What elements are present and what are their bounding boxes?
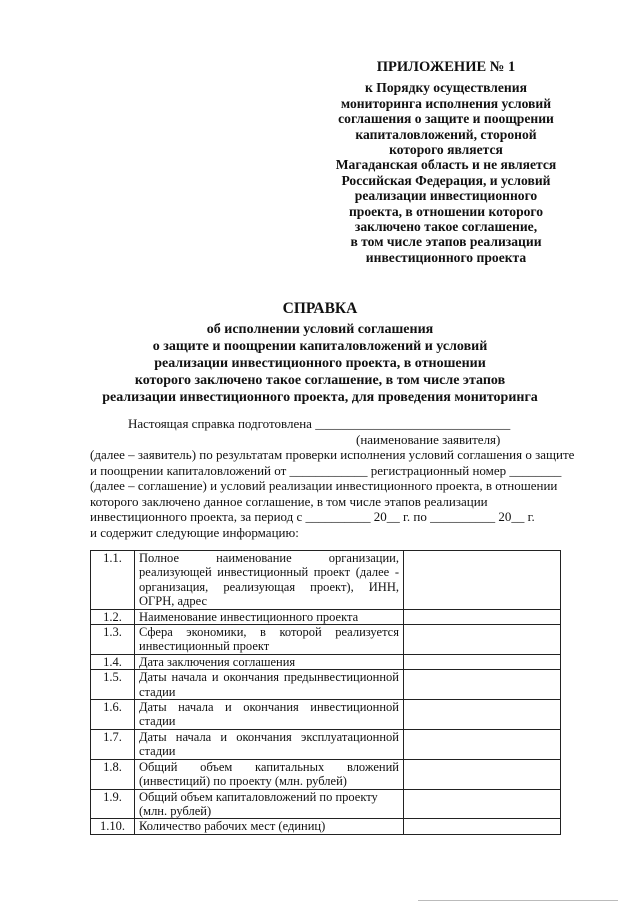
row-value-cell[interactable] <box>404 654 561 669</box>
row-number: 1.6. <box>91 700 135 730</box>
label-line: стадии <box>139 684 176 699</box>
paragraph-line: (далее – соглашение) и условий реализации инвестиционного проекта, в отношении <box>90 478 558 493</box>
row-label <box>135 551 404 610</box>
appendix-line: Российская Федерация, и условий <box>341 172 551 188</box>
appendix-line: мониторинга исполнения условий <box>340 95 552 111</box>
appendix-line: соглашения о защите и поощрении <box>338 111 554 127</box>
document-title: СПРАВКА <box>282 300 358 317</box>
monitoring-info-table <box>90 550 561 835</box>
page-edge-line <box>418 900 618 901</box>
document-subtitle-line: которого заключено такое соглашение, в том числе этапов <box>134 373 506 388</box>
row-label <box>135 654 404 669</box>
label-line: Общий объем капитальных вложений <box>139 759 399 774</box>
row-value-cell[interactable] <box>404 609 561 624</box>
label-line: Даты начала и окончания предынвестиционной <box>139 670 399 685</box>
table-row <box>91 551 561 610</box>
prepared-by-line: Настоящая справка подготовлена ______________________________ <box>128 416 511 431</box>
label-line: стадии <box>139 744 176 759</box>
table-row <box>91 819 561 834</box>
paragraph-line: и содержит следующие информацию: <box>90 524 299 540</box>
row-number: 1.7. <box>91 729 135 759</box>
appendix-header <box>318 60 574 265</box>
row-number: 1.4. <box>91 654 135 669</box>
table-row <box>91 700 561 730</box>
row-label <box>135 625 404 655</box>
table-row <box>91 654 561 669</box>
table-row <box>91 609 561 624</box>
row-label <box>135 729 404 759</box>
row-label <box>135 789 404 819</box>
label-line: ОГРН, адрес <box>139 594 208 609</box>
row-number: 1.1. <box>91 551 135 610</box>
table-row <box>91 789 561 819</box>
label-line: Полное наименование организации, <box>139 551 399 565</box>
appendix-line: к Порядку осуществления <box>365 80 527 96</box>
label-line: Наименование инвестиционного проекта <box>139 609 359 624</box>
label-line: инвестиционный проект <box>139 639 270 654</box>
label-line: организация, реализующая проект), ИНН, <box>139 579 399 594</box>
label-line: Дата заключения соглашения <box>139 654 296 669</box>
row-number: 1.3. <box>91 625 135 655</box>
appendix-line: реализации инвестиционного <box>354 188 538 204</box>
label-line: (млн. рублей) <box>139 803 212 818</box>
table-row <box>91 625 561 655</box>
row-value-cell[interactable] <box>404 819 561 834</box>
row-value-cell[interactable] <box>404 759 561 789</box>
table-row <box>91 670 561 700</box>
row-value-cell[interactable] <box>404 789 561 819</box>
row-label <box>135 819 404 834</box>
intro-paragraph <box>90 416 575 540</box>
appendix-line: которого является <box>389 142 503 158</box>
label-line: Даты начала и окончания эксплуатационной <box>139 729 399 744</box>
document-subtitle-line: реализации инвестиционного проекта, в отношении <box>154 356 486 371</box>
paragraph-line: которого заключено данное соглашение, в том числе этапов реализации <box>90 493 488 509</box>
row-number: 1.10. <box>91 819 135 834</box>
row-number: 1.2. <box>91 609 135 624</box>
table-row <box>91 729 561 759</box>
paragraph-line: (далее – заявитель) по результатам проверки исполнения условий соглашения о защите <box>90 447 575 462</box>
appendix-line: в том числе этапов реализации <box>350 234 542 250</box>
paragraph-line: и поощрении капиталовложений от ____________ регистрационный номер ________ <box>90 462 562 478</box>
row-value-cell[interactable] <box>404 700 561 730</box>
appendix-line: инвестиционного проекта <box>365 249 527 265</box>
label-line: (инвестиций) по проекту (млн. рублей) <box>139 774 347 789</box>
label-line: Общий объем капиталовложений по проекту <box>139 789 378 804</box>
row-label <box>135 759 404 789</box>
document-subtitle-line: об исполнении условий соглашения <box>206 322 434 337</box>
row-value-cell[interactable] <box>404 625 561 655</box>
applicant-caption: (наименование заявителя) <box>356 431 501 447</box>
row-label <box>135 700 404 730</box>
row-value-cell[interactable] <box>404 551 561 610</box>
row-number: 1.5. <box>91 670 135 700</box>
document-subtitle-line: реализации инвестиционного проекта, для проведения мониторинга <box>102 390 538 405</box>
row-value-cell[interactable] <box>404 729 561 759</box>
table-row <box>91 759 561 789</box>
document-title-block <box>70 300 570 406</box>
label-line: Сфера экономики, в которой реализуется <box>139 625 399 640</box>
appendix-line: капиталовложений, стороной <box>355 126 537 142</box>
label-line: Даты начала и окончания инвестиционной <box>139 700 399 715</box>
row-label <box>135 609 404 624</box>
paragraph-line: инвестиционного проекта, за период с __________ 20__ г. по __________ 20__ г. <box>90 509 535 524</box>
appendix-line: заключено такое соглашение, <box>354 219 538 235</box>
row-label <box>135 670 404 700</box>
appendix-line: Магаданская область и не является <box>335 157 557 173</box>
row-number: 1.8. <box>91 759 135 789</box>
label-line: Количество рабочих мест (единиц) <box>139 819 326 834</box>
appendix-heading: ПРИЛОЖЕНИЕ № 1 <box>376 59 516 75</box>
appendix-line: проекта, в отношении которого <box>348 203 544 219</box>
label-line: стадии <box>139 714 176 729</box>
document-subtitle-line: о защите и поощрении капиталовложений и условий <box>152 339 488 354</box>
label-line: реализующей инвестиционный проект (далее - <box>139 565 399 580</box>
row-number: 1.9. <box>91 789 135 819</box>
row-value-cell[interactable] <box>404 670 561 700</box>
